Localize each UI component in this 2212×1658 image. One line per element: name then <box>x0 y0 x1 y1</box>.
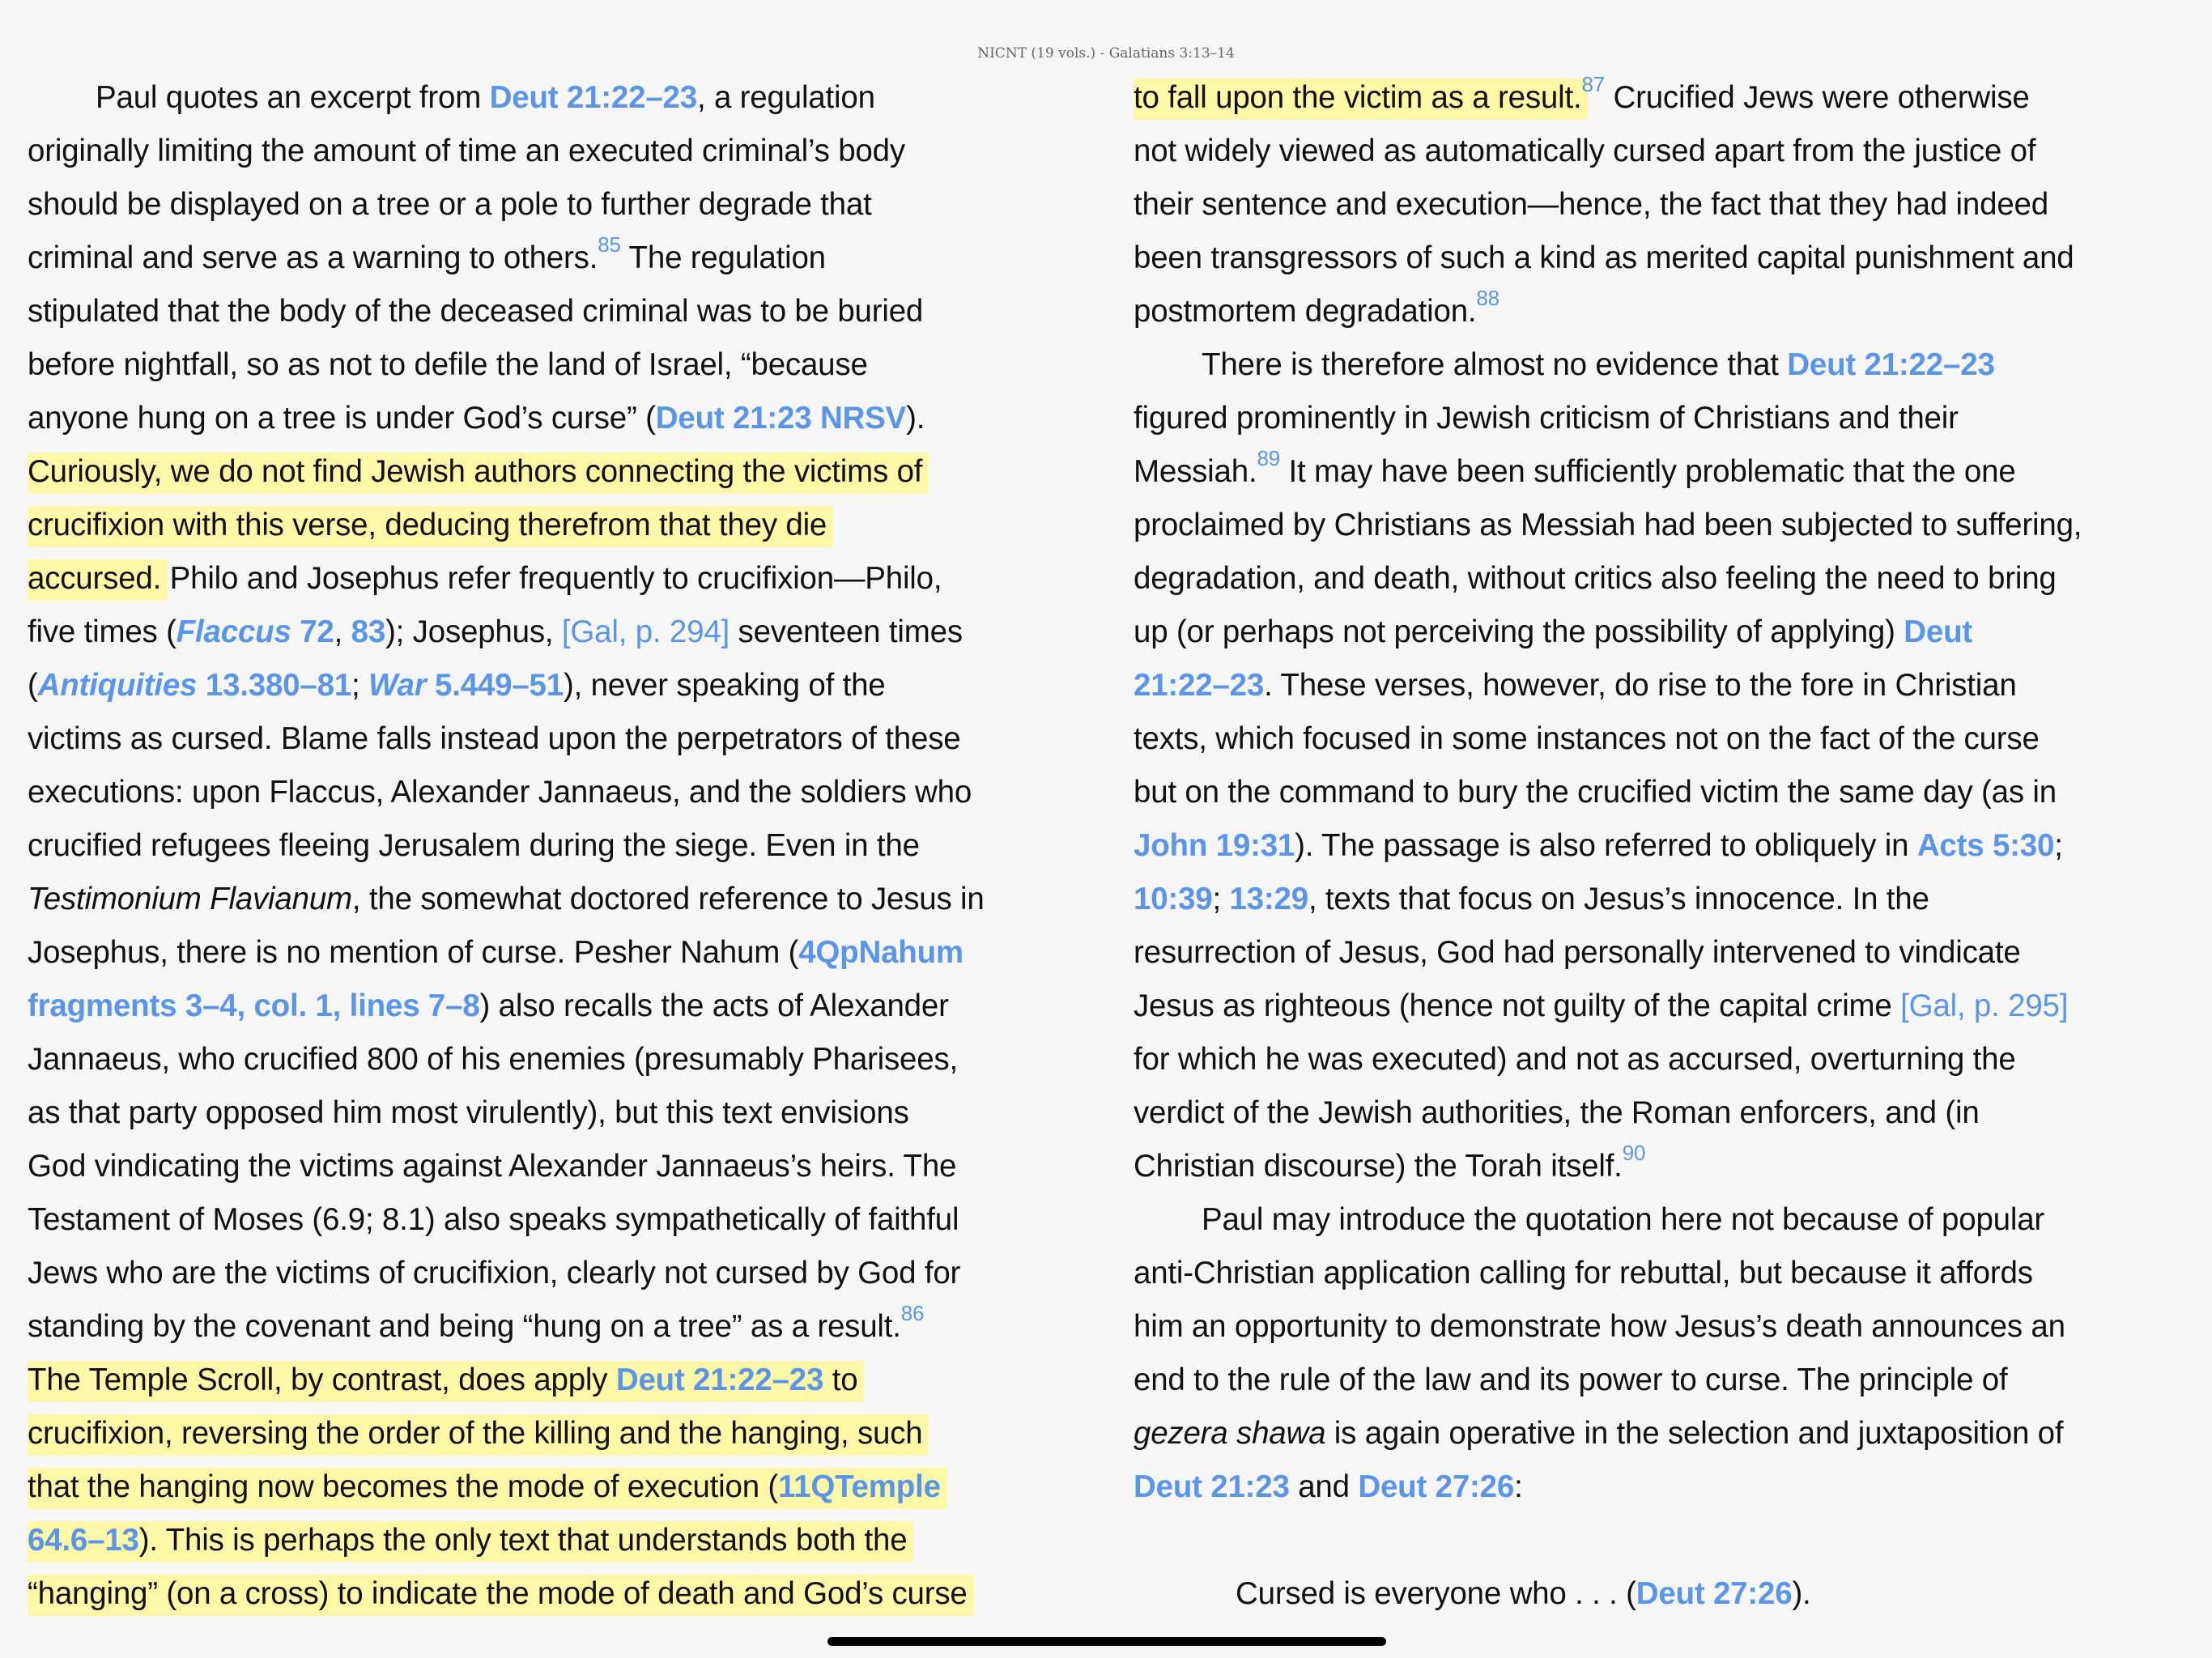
text: Jesus as righteous (hence not guilty of the capital crime <box>1134 988 1901 1023</box>
italic-text: Testimonium Flavianum <box>28 882 352 916</box>
text: ; <box>2054 828 2063 863</box>
source-link[interactable]: 64.6–13 <box>28 1523 139 1558</box>
scripture-link[interactable]: Deut 27:26 <box>1636 1576 1793 1611</box>
text: seventeen times <box>730 614 963 649</box>
text: ; <box>1212 882 1230 916</box>
text-line: as that party opposed him most virulently), but this text envisions <box>28 1095 909 1130</box>
text-line: been transgressors of such a kind as merited capital punishment and <box>1134 240 2074 275</box>
text-line: originally limiting the amount of time an executed criminal’s body <box>28 134 905 168</box>
text: ), never speaking of the <box>563 668 886 703</box>
text: , the somewhat doctored reference to Jesus in <box>351 882 985 916</box>
italic-text: gezera shawa <box>1134 1416 1326 1451</box>
text-line <box>28 552 1056 606</box>
page-marker-link[interactable]: [Gal, p. 295] <box>1900 988 2069 1023</box>
text: Cursed is everyone who . . . ( <box>1236 1576 1636 1611</box>
home-indicator-bar[interactable] <box>827 1637 1386 1646</box>
text-line <box>1134 1460 2178 1514</box>
text-line: victims as cursed. Blame falls instead upon the perpetrators of these <box>28 721 961 756</box>
text-line <box>28 926 1056 980</box>
source-link-war[interactable]: War <box>368 668 427 703</box>
text-line <box>28 499 1056 552</box>
text: : <box>1514 1469 1523 1504</box>
highlighted-text[interactable]: crucifixion, reversing the order of the killing and the hanging, such <box>28 1414 929 1456</box>
text-line: Paul may introduce the quotation here not because of popular <box>1202 1202 2045 1237</box>
text: , a regulation <box>696 80 875 115</box>
source-link-flaccus[interactable]: Flaccus <box>176 614 291 649</box>
text-line <box>1134 873 2178 926</box>
text-line <box>28 71 1056 125</box>
scripture-link[interactable]: Deut 27:26 <box>1358 1469 1515 1504</box>
footnote-link[interactable]: 89 <box>1257 446 1280 471</box>
footnote-link[interactable]: 90 <box>1622 1141 1646 1166</box>
text: Paul quotes an excerpt from <box>96 80 490 115</box>
text-line <box>1134 338 2178 392</box>
text-line <box>28 980 1056 1033</box>
text-line <box>1134 285 2178 338</box>
text-line: not widely viewed as automatically cursed apart from the justice of <box>1134 134 2036 168</box>
text-line <box>1134 606 2178 659</box>
text-line <box>28 659 1056 712</box>
text: ). <box>1792 1576 1811 1611</box>
text: five times ( <box>28 614 177 649</box>
running-header: NICNT (19 vols.) - Galatians 3:13–14 <box>977 45 1235 62</box>
text-line <box>28 445 1056 499</box>
text: The regulation <box>620 240 826 275</box>
text: ) also recalls the acts of Alexander <box>479 988 949 1023</box>
text: There is therefore almost no evidence that <box>1202 347 1788 382</box>
text: ). The passage is also referred to obliquely in <box>1295 828 1917 863</box>
text-line: texts, which focused in some instances not on the fact of the curse <box>1134 721 2040 756</box>
text-line: before nightfall, so as not to defile the land of Israel, “because <box>28 347 868 382</box>
text: Messiah. <box>1134 454 1257 489</box>
scripture-link[interactable]: John 19:31 <box>1134 828 1295 863</box>
text-line: should be displayed on a tree or a pole to further degrade that <box>28 187 872 222</box>
scripture-link[interactable]: Deut 21:22–23 <box>489 80 697 115</box>
text: Josephus, there is no mention of curse. Pesher Nahum ( <box>28 935 799 970</box>
text-line <box>1134 445 2178 499</box>
text: standing by the covenant and being “hung on a tree” as a result. <box>28 1309 901 1344</box>
text: ; <box>351 668 369 703</box>
block-quote <box>1134 1567 2178 1621</box>
scripture-link[interactable]: Deut 21:23 <box>1134 1469 1290 1504</box>
right-column <box>1134 71 2178 1621</box>
text-line: resurrection of Jesus, God had personally intervened to vindicate <box>1134 935 2021 970</box>
highlighted-text[interactable] <box>28 1521 913 1562</box>
text-line: verdict of the Jewish authorities, the Roman enforcers, and (in <box>1134 1095 1980 1130</box>
scripture-link[interactable]: Deut <box>1904 614 1973 649</box>
source-link[interactable]: 11QTemple <box>778 1469 941 1504</box>
text: ). <box>906 401 925 436</box>
source-link-antiquities-ref[interactable]: 13.380–81 <box>197 668 352 703</box>
text-line <box>28 606 1056 659</box>
source-link-flaccus-ref[interactable]: 72 <box>291 614 334 649</box>
text-line: Testament of Moses (6.9; 8.1) also speaks sympathetically of faithful <box>28 1202 959 1237</box>
text: , <box>334 614 351 649</box>
text: , texts that focus on Jesus’s innocence. In the <box>1308 882 1929 916</box>
scripture-link[interactable]: 13:29 <box>1229 882 1308 916</box>
text-line <box>1134 659 2178 712</box>
text-line <box>28 232 1056 285</box>
text-line: executions: upon Flaccus, Alexander Jannaeus, and the soldiers who <box>28 775 972 810</box>
text-line: stipulated that the body of the deceased criminal was to be buried <box>28 294 924 329</box>
page-marker-link[interactable]: [Gal, p. 294] <box>561 614 730 649</box>
text-line <box>28 1567 1056 1621</box>
source-link[interactable]: 4QpNahum <box>798 935 963 970</box>
left-column <box>28 71 1056 1621</box>
highlighted-text[interactable]: to fall upon the victim as a result. <box>1134 79 1588 120</box>
text-line <box>28 1460 1056 1514</box>
footnote-link[interactable]: 85 <box>598 232 621 257</box>
text-line: degradation, and death, without critics also feeling the need to bring <box>1134 561 2057 596</box>
text: and <box>1289 1469 1359 1504</box>
text: ( <box>28 668 38 703</box>
text: up (or perhaps not perceiving the possibility of applying) <box>1134 614 1904 649</box>
text: Philo and Josephus refer frequently to crucifixion—Philo, <box>161 561 942 596</box>
text-line: anti-Christian application calling for rebuttal, but because it affords <box>1134 1256 2033 1290</box>
source-link-antiquities[interactable]: Antiquities <box>37 668 198 703</box>
scripture-link[interactable]: Deut 21:22–23 <box>1787 347 1995 382</box>
text: ); Josephus, <box>385 614 562 649</box>
footnote-link[interactable]: 86 <box>900 1301 925 1326</box>
text-line <box>1134 1140 2178 1193</box>
text-line <box>28 1300 1056 1354</box>
text-line: for which he was executed) and not as accursed, overturning the <box>1134 1042 2016 1077</box>
footnote-link[interactable]: 88 <box>1476 286 1499 311</box>
highlighted-text[interactable]: Curiously, we do not find Jewish authors connecting the victims of <box>28 453 929 494</box>
text: to <box>823 1363 858 1397</box>
text: ). This is perhaps the only text that understands both the <box>138 1523 908 1558</box>
footnote-link[interactable]: 87 <box>1581 72 1605 97</box>
scripture-link[interactable]: 10:39 <box>1134 882 1213 916</box>
text: . These verses, however, do rise to the fore in Christian <box>1264 668 2017 703</box>
highlighted-text[interactable]: “hanging” (on a cross) to indicate the mode of death and God’s curse <box>28 1575 974 1616</box>
text-line: Jews who are the victims of crucifixion, clearly not cursed by God for <box>28 1256 961 1290</box>
text-line: Jannaeus, who crucified 800 of his enemies (presumably Pharisees, <box>28 1042 959 1077</box>
text-line <box>28 1514 1056 1567</box>
text: Crucified Jews were otherwise <box>1605 80 2030 115</box>
text-line: their sentence and execution—hence, the fact that they had indeed <box>1134 187 2048 222</box>
text-line <box>1134 1407 2178 1460</box>
scripture-link[interactable]: 21:22–23 <box>1134 668 1265 703</box>
highlighted-text[interactable]: crucifixion with this verse, deducing therefrom that they die <box>28 506 833 547</box>
text-line: figured prominently in Jewish criticism of Christians and their <box>1134 401 1959 436</box>
source-link[interactable]: fragments 3–4, col. 1, lines 7–8 <box>28 988 480 1023</box>
scripture-link[interactable]: Deut 21:22–23 <box>615 1363 824 1397</box>
text: Christian discourse) the Torah itself. <box>1134 1149 1623 1184</box>
text-line <box>28 873 1056 926</box>
source-link-war-ref[interactable]: 5.449–51 <box>426 668 564 703</box>
text-line <box>28 1354 1056 1407</box>
text: is again operative in the selection and juxtaposition of <box>1325 1416 2064 1451</box>
text-line <box>1134 71 2178 125</box>
text-line: but on the command to bury the crucified victim the same day (as in <box>1134 775 2057 810</box>
text-line: crucified refugees fleeing Jerusalem during the siege. Even in the <box>28 828 920 863</box>
text-line: proclaimed by Christians as Messiah had been subjected to suffering, <box>1134 508 2082 542</box>
text-line: him an opportunity to demonstrate how Jesus’s death announces an <box>1134 1309 2065 1344</box>
text: anyone hung on a tree is under God’s curse” ( <box>28 401 656 436</box>
scripture-link[interactable]: Deut 21:23 NRSV <box>655 401 907 436</box>
text-line <box>1134 819 2178 873</box>
highlighted-text[interactable]: accursed. <box>28 559 168 601</box>
text: It may have been sufficiently problematic that the one <box>1280 454 2016 489</box>
text-line <box>28 392 1056 445</box>
text-line: God vindicating the victims against Alexander Jannaeus’s heirs. The <box>28 1149 957 1184</box>
highlighted-text[interactable] <box>28 1361 864 1402</box>
source-link[interactable]: 83 <box>351 614 386 649</box>
text-line <box>28 1407 1056 1460</box>
text: criminal and serve as a warning to others. <box>28 240 598 275</box>
scripture-link[interactable]: Acts 5:30 <box>1916 828 2055 863</box>
highlighted-text[interactable] <box>28 1468 947 1509</box>
text-line: end to the rule of the law and its power to curse. The principle of <box>1134 1363 2008 1397</box>
text: The Temple Scroll, by contrast, does apply <box>28 1363 616 1397</box>
text: that the hanging now becomes the mode of execution ( <box>28 1469 779 1504</box>
text-line <box>1134 980 2178 1033</box>
text: postmortem degradation. <box>1134 294 1477 329</box>
